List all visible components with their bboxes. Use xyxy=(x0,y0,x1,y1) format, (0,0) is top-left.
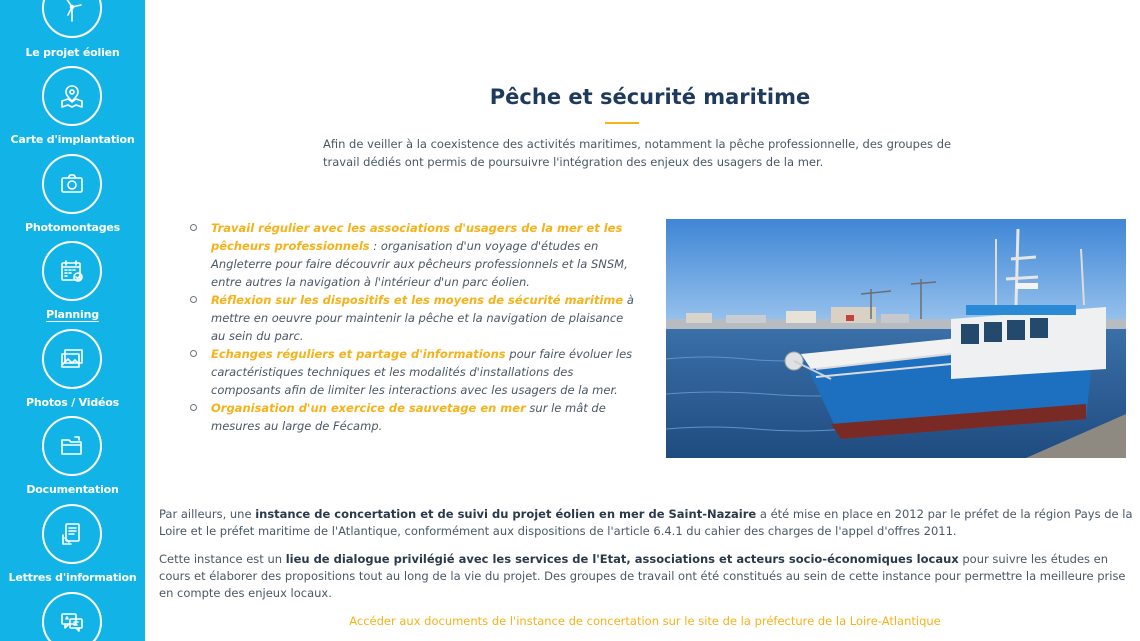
paragraph-bold-text: instance de concertation et de suivi du projet éolien en mer de Saint-Nazaire xyxy=(255,507,757,521)
list-item-text: à mettre en oeuvre pour maintenir la pêche et la navigation de plaisance au sein du parc. xyxy=(211,293,634,343)
sidebar-item-planning[interactable] xyxy=(0,241,145,325)
list-item-highlight: Travail régulier avec les associations d'usagers de la mer et les pêcheurs professionnels xyxy=(211,221,623,253)
list-item-highlight: Echanges réguliers et partage d'informations xyxy=(211,347,506,361)
bullet-icon xyxy=(190,296,197,303)
paragraph-text: Cette instance est un xyxy=(159,552,286,566)
list-item-text: pour faire évoluer les caractéristiques techniques et les modalités d'installations des composants afin de limiter les interactions avec les usagers de la mer. xyxy=(211,347,633,397)
bullet-icon xyxy=(190,224,197,231)
harbor-fishing-boat-photo xyxy=(666,219,1126,458)
image-icon xyxy=(42,329,102,389)
list-item xyxy=(190,399,640,435)
bullet-list xyxy=(190,219,640,435)
newsletter-icon xyxy=(42,504,102,564)
sidebar xyxy=(0,0,145,641)
paragraph-text: a été mise en place en 2012 par le préfet de la région Pays de la Loire et le préfet maritime de l'Atlantique, conformément aux dispositions de l'article 6.4.1 du cahier des charges de l'appel d'offres 2011. xyxy=(159,507,1133,538)
sidebar-item-projet-eolien[interactable] xyxy=(0,0,145,62)
sidebar-item-photos-videos[interactable] xyxy=(0,329,145,413)
paragraph-lieu-dialogue xyxy=(159,551,1137,602)
chat-icon xyxy=(42,592,102,641)
sidebar-item-label: Photomontages xyxy=(24,221,121,234)
sidebar-item-photomontages[interactable] xyxy=(0,154,145,238)
sidebar-item-label: Photos / Vidéos xyxy=(25,396,120,409)
list-item-highlight: Organisation d'un exercice de sauvetage en mer xyxy=(211,401,526,415)
sidebar-item-label: Lettres d'information xyxy=(8,571,137,584)
sidebar-item-carte[interactable] xyxy=(0,66,145,150)
sidebar-item-documentation[interactable] xyxy=(0,416,145,500)
prefecture-documents-link[interactable]: Accéder aux documents de l'instance de concertation sur le site de la préfecture de la Loire-Atlantique xyxy=(349,614,941,628)
sidebar-item-label: Carte d'implantation xyxy=(10,133,135,146)
main-content xyxy=(145,0,1140,641)
sidebar-item-lettres[interactable] xyxy=(0,504,145,588)
list-item-text: sur le mât de mesures au large de Fécamp. xyxy=(211,401,606,433)
title-underline xyxy=(605,122,639,124)
sidebar-item-label: Documentation xyxy=(26,483,119,496)
wind-turbine-icon xyxy=(42,0,102,38)
bullet-icon xyxy=(190,350,197,357)
intro-text: Afin de veiller à la coexistence des activités maritimes, notamment la pêche professionnelle, des groupes de travail dédiés ont permis de poursuivre l'intégration des enjeux des usagers de la mer. xyxy=(323,137,952,169)
calendar-icon xyxy=(42,241,102,301)
sidebar-item-label: Planning xyxy=(46,308,99,321)
list-item-text: : organisation d'un voyage d'études en Angleterre pour faire découvrir aux pêcheurs professionnels et la SNSM, entre autres la navigation à l'intérieur d'un parc éolien. xyxy=(211,239,628,289)
camera-icon xyxy=(42,154,102,214)
paragraph-bold-text: lieu de dialogue privilégié avec les services de l'Etat, associations et acteurs socio-économiques locaux xyxy=(285,552,959,566)
list-item xyxy=(190,345,640,399)
sidebar-item-label: Le projet éolien xyxy=(25,46,120,59)
folder-icon xyxy=(42,416,102,476)
bullet-icon xyxy=(190,404,197,411)
list-item-highlight: Réflexion sur les dispositifs et les moyens de sécurité maritime xyxy=(211,293,624,307)
map-pin-icon xyxy=(42,66,102,126)
list-item xyxy=(190,291,640,345)
paragraph-instance-concertation xyxy=(159,506,1137,540)
page-title: Pêche et sécurité maritime xyxy=(489,85,811,109)
paragraph-text: Par ailleurs, une xyxy=(159,507,256,521)
list-item xyxy=(190,219,640,291)
sidebar-item-contact[interactable] xyxy=(0,592,145,641)
paragraph-text: pour suivre les études en cours et élaborer des propositions tout au long de la vie du projet. Des groupes de travail ont été constitués au sein de cette instance pour permettre la meilleure prise en compte des enjeux locaux. xyxy=(159,552,1126,600)
